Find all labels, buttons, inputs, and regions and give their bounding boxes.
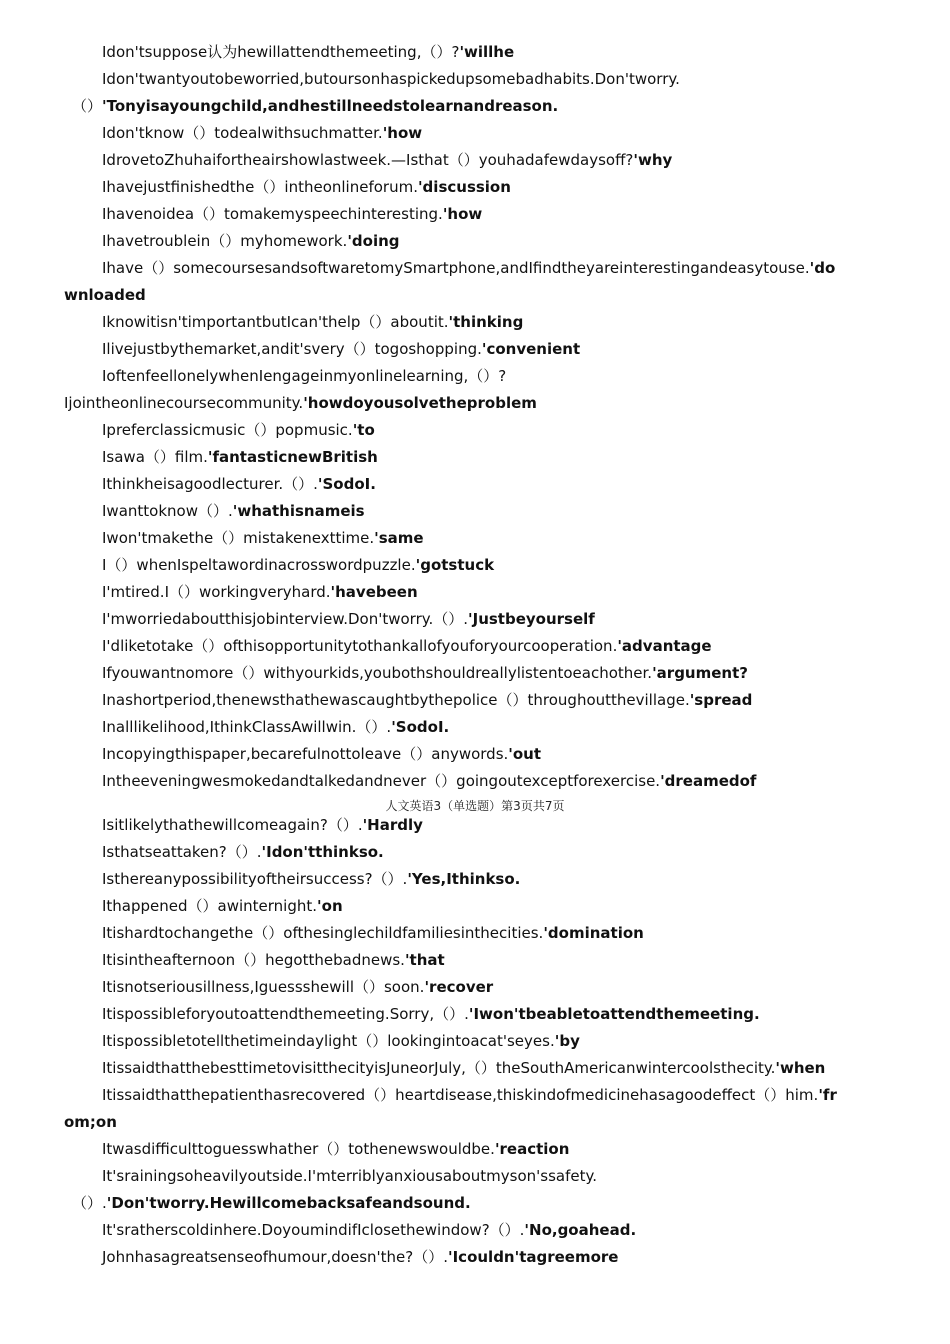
- answer-text: 'fantasticnewBritish: [207, 448, 378, 466]
- answer-text: 'that: [404, 951, 445, 969]
- answer-text: 'Iwon'tbeabletoattendthemeeting.: [468, 1005, 760, 1023]
- answer-text: 'advantage: [617, 637, 712, 655]
- question-line: [64, 363, 886, 390]
- question-line: [64, 1136, 886, 1163]
- question-text: Idon'tknow（）todealwithsuchmatter.: [102, 124, 383, 142]
- question-line: [64, 947, 886, 974]
- question-line: [64, 39, 886, 66]
- answer-text: 'willhe: [459, 43, 515, 61]
- question-line: [64, 1163, 886, 1190]
- question-text: Itispossibleforyoutoattendthemeeting.Sorry,（）.: [102, 1005, 469, 1023]
- question-text: I（）whenIspeltawordinacrosswordpuzzle.: [102, 556, 416, 574]
- question-text: Iwon'tmakethe（）mistakenexttime.: [102, 529, 375, 547]
- answer-text: 'how: [382, 124, 423, 142]
- question-line: [64, 893, 886, 920]
- question-text: I'mworriedaboutthisjobinterview.Don'tworry.（）.: [102, 610, 469, 628]
- question-line: [64, 741, 886, 768]
- question-text: Ifyouwantnomore（）withyourkids,youbothshouldreallylistentoeachother.: [102, 664, 653, 682]
- question-text: Isawa（）film.: [102, 448, 208, 466]
- answer-text: 'Yes,Ithinkso.: [407, 870, 521, 888]
- question-line: [64, 498, 886, 525]
- question-line: [64, 1109, 886, 1136]
- question-line: [64, 660, 886, 687]
- question-line: [64, 1028, 886, 1055]
- question-text: （）.: [72, 1194, 107, 1212]
- question-text: Iwanttoknow（）.: [102, 502, 233, 520]
- question-line: [64, 174, 886, 201]
- question-line: [64, 768, 886, 795]
- question-line: [64, 255, 886, 282]
- answer-text: 'Tonyisayoungchild,andhestillneedstolearnandreason.: [102, 97, 559, 115]
- question-line: [64, 525, 886, 552]
- question-line: [64, 812, 886, 839]
- question-text: Itissaidthatthepatienthasrecovered（）heartdisease,thiskindofmedicinehasagoodeffect（）him.: [102, 1086, 819, 1104]
- question-text: Ihave（）somecoursesandsoftwaretomySmartphone,andIfindtheyareinterestingandeasytouse.: [102, 259, 810, 277]
- question-text: Ilivejustbythemarket,andit'svery（）togoshopping.: [102, 340, 482, 358]
- question-text: Ijointheonlinecoursecommunity.: [64, 394, 304, 412]
- question-line: [64, 390, 886, 417]
- answer-text: 'spread: [689, 691, 753, 709]
- question-line: [64, 1001, 886, 1028]
- answer-text: 'gotstuck: [415, 556, 495, 574]
- answer-text: 'do: [809, 259, 836, 277]
- question-line: [64, 309, 886, 336]
- question-text: It'sratherscoldinhere.DoyoumindifIclosethewindow?（）.: [102, 1221, 525, 1239]
- question-list-top: [64, 39, 886, 795]
- question-line: [64, 579, 886, 606]
- question-line: [64, 201, 886, 228]
- question-line: [64, 1190, 886, 1217]
- answer-text: 'domination: [543, 924, 644, 942]
- question-text: ItissaidthatthebesttimetovisitthecityisJuneorJuly,（）theSouthAmericanwintercoolsthecity.: [102, 1059, 776, 1077]
- question-text: Isitlikelythathewillcomeagain?（）.: [102, 816, 363, 834]
- question-text: Ithappened（）awinternight.: [102, 897, 318, 915]
- question-text: Ihavejustfinishedthe（）intheonlineforum.: [102, 178, 418, 196]
- answer-text: 'convenient: [481, 340, 581, 358]
- question-line: [64, 866, 886, 893]
- answer-text: 'Don'tworry.Hewillcomebacksafeandsound.: [106, 1194, 471, 1212]
- answer-text: 'recover: [424, 978, 494, 996]
- question-line: [64, 920, 886, 947]
- question-text: It'srainingsoheavilyoutside.I'mterriblyanxiousaboutmyson'ssafety.: [102, 1167, 597, 1185]
- answer-text: 'fr: [818, 1086, 837, 1104]
- question-text: Intheeveningwesmokedandtalkedandnever（）goingoutexceptforexercise.: [102, 772, 661, 790]
- question-text: Itisnotseriousillness,Iguessshewill（）soon.: [102, 978, 425, 996]
- answer-text: 'discussion: [417, 178, 511, 196]
- question-text: Idon'twantyoutobeworried,butoursonhaspickedupsomebadhabits.Don'tworry.: [102, 70, 680, 88]
- answer-text: 'SodoI.: [317, 475, 376, 493]
- question-text: Johnhasagreatsenseofhumour,doesn'the?（）.: [102, 1248, 448, 1266]
- answer-text: 'Justbeyourself: [468, 610, 595, 628]
- answer-text: 'Hardly: [362, 816, 423, 834]
- answer-text: 'out: [508, 745, 542, 763]
- question-text: Inalllikelihood,IthinkClassAwillwin.（）.: [102, 718, 392, 736]
- answer-text: 'same: [374, 529, 424, 547]
- answer-text: 'on: [317, 897, 343, 915]
- question-text: I'dliketotake（）ofthisopportunitytothankallofyouforyourcooperation.: [102, 637, 618, 655]
- question-text: Isthereanypossibilityoftheirsuccess?（）.: [102, 870, 408, 888]
- question-line: [64, 120, 886, 147]
- answer-text: om;on: [64, 1113, 117, 1131]
- answer-text: 'whathisnameis: [232, 502, 365, 520]
- question-line: [64, 974, 886, 1001]
- question-line: [64, 336, 886, 363]
- answer-text: 'reaction: [494, 1140, 570, 1158]
- answer-text: 'when: [775, 1059, 826, 1077]
- question-text: Inashortperiod,thenewsthathewascaughtbythepolice（）throughoutthevillage.: [102, 691, 690, 709]
- question-text: Itishardtochangethe（）ofthesinglechildfamiliesinthecities.: [102, 924, 544, 942]
- answer-text: wnloaded: [64, 286, 146, 304]
- answer-text: 'dreamedof: [660, 772, 757, 790]
- question-text: Isthatseattaken?（）.: [102, 843, 262, 861]
- answer-text: 'No,goahead.: [524, 1221, 637, 1239]
- answer-text: 'by: [554, 1032, 580, 1050]
- question-text: Incopyingthispaper,becarefulnottoleave（）anywords.: [102, 745, 509, 763]
- question-line: [64, 66, 886, 93]
- question-line: [64, 417, 886, 444]
- question-line: [64, 228, 886, 255]
- answer-text: 'how: [442, 205, 483, 223]
- question-line: [64, 147, 886, 174]
- question-line: [64, 1082, 886, 1109]
- question-line: [64, 552, 886, 579]
- answer-text: 'argument?: [652, 664, 748, 682]
- answer-text: 'howdoyousolvetheproblem: [303, 394, 537, 412]
- question-text: Ithinkheisagoodlecturer.（）.: [102, 475, 318, 493]
- question-text: Ipreferclassicmusic（）popmusic.: [102, 421, 353, 439]
- question-line: [64, 687, 886, 714]
- question-line: [64, 1217, 886, 1244]
- question-line: [64, 1055, 886, 1082]
- question-line: [64, 1244, 886, 1271]
- question-text: Iknowitisn'timportantbutIcan'thelp（）aboutit.: [102, 313, 449, 331]
- question-line: [64, 633, 886, 660]
- question-text: IoftenfeellonelywhenIengageinmyonlinelearning,（）?: [102, 367, 507, 385]
- question-text: IdrovetoZhuhaifortheairshowlastweek.—Isthat（）youhadafewdaysoff?: [102, 151, 634, 169]
- answer-text: 'why: [633, 151, 673, 169]
- answer-text: 'to: [352, 421, 375, 439]
- answer-text: 'Icouldn'tagreemore: [448, 1248, 619, 1266]
- answer-text: 'SodoI.: [391, 718, 450, 736]
- question-text: Ihavenoidea（）tomakemyspeechinteresting.: [102, 205, 443, 223]
- question-text: I'mtired.I（）workingveryhard.: [102, 583, 331, 601]
- question-line: [64, 839, 886, 866]
- page-footer: 人文英语3（单选题）第3页共7页: [385, 799, 565, 813]
- answer-text: 'Idon'tthinkso.: [261, 843, 384, 861]
- answer-text: 'doing: [347, 232, 400, 250]
- question-text: Itispossibletotellthetimeindaylight（）lookingintoacat'seyes.: [102, 1032, 555, 1050]
- answer-text: 'thinking: [448, 313, 524, 331]
- question-text: （）: [72, 97, 103, 115]
- question-line: [64, 444, 886, 471]
- question-line: [64, 471, 886, 498]
- question-line: [64, 282, 886, 309]
- question-list-bottom: [64, 812, 886, 1271]
- answer-text: 'havebeen: [330, 583, 418, 601]
- question-text: Itwasdifficulttoguesswhather（）tothenewswouldbe.: [102, 1140, 495, 1158]
- question-text: Idon'tsuppose认为hewillattendthemeeting,（）?: [102, 43, 460, 61]
- question-line: [64, 93, 886, 120]
- question-line: [64, 606, 886, 633]
- question-text: Ihavetroublein（）myhomework.: [102, 232, 348, 250]
- question-line: [64, 714, 886, 741]
- question-text: Itisintheafternoon（）hegotthebadnews.: [102, 951, 405, 969]
